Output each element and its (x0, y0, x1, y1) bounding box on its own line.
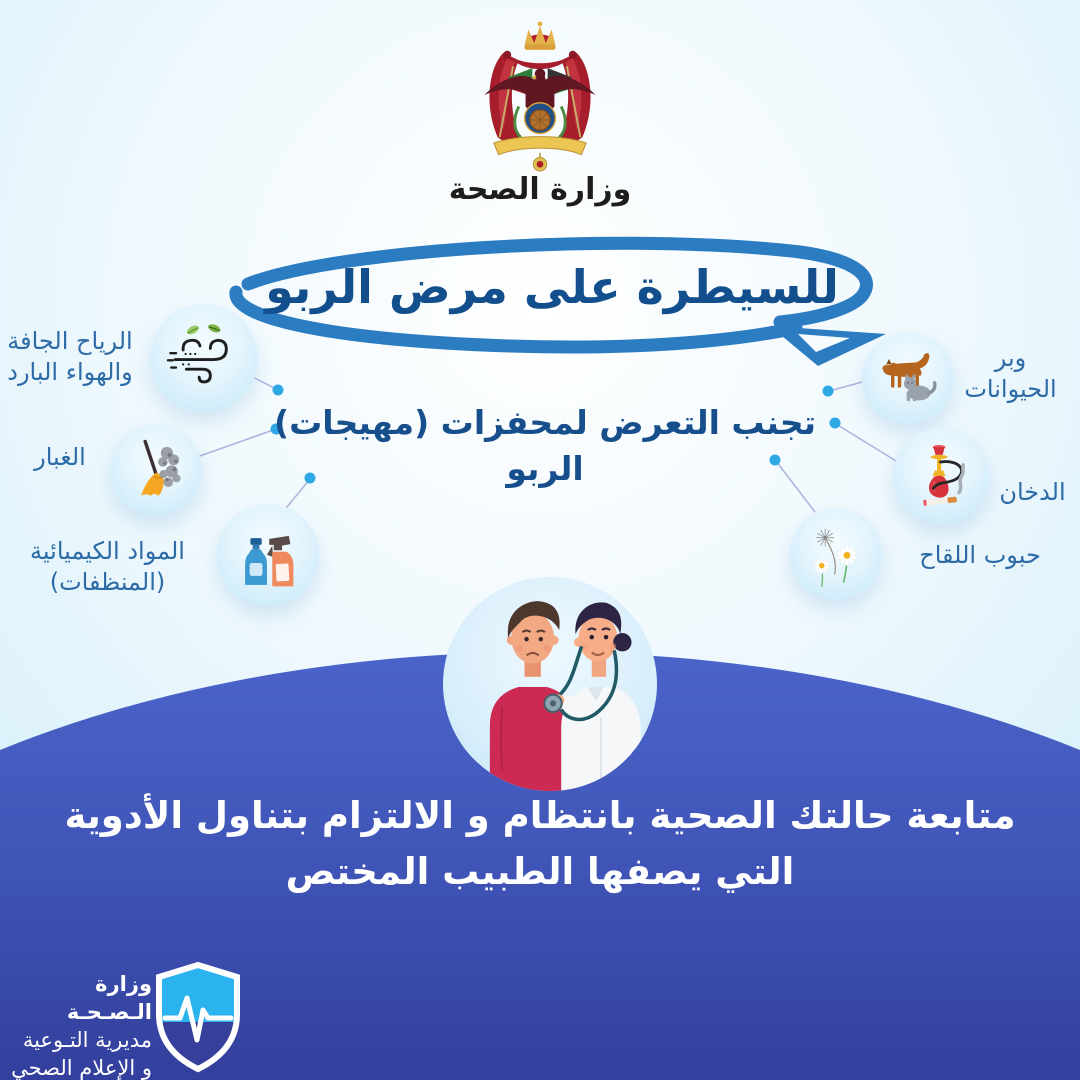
cleaning-chemicals-icon (217, 504, 319, 606)
trigger-label-dry-wind: الرياح الجافة والهواء البارد (7, 327, 133, 386)
trigger-label-animal-fur: وبر الحيوانات (964, 344, 1057, 403)
advice-text (0, 788, 1080, 900)
logo-directorate-line: مديرية التـوعية (22, 1028, 152, 1052)
pollen-flowers-icon (790, 508, 882, 600)
ministry-logo-text (8, 970, 152, 1080)
trigger-label-chemicals: المواد الكيميائية (المنظفات) (30, 537, 185, 596)
trigger-label-smoke: الدخان (999, 478, 1066, 506)
doctor-patient-illustration (443, 577, 657, 791)
dry-wind-cold-air-icon (150, 304, 258, 412)
animal-fur-icon (862, 332, 954, 424)
trigger-label-dust: الغبار (34, 443, 86, 471)
ministry-calligraphy: وزارة الصحة (448, 172, 632, 207)
doctor-patient-drawing (443, 577, 657, 791)
trigger-label-pollen: حبوب اللقاح (919, 541, 1041, 569)
dust-broom-icon (110, 424, 202, 516)
smoke-hookah-cigarette-icon (893, 428, 989, 524)
main-title: للسيطرة على مرض الربو (265, 260, 839, 314)
logo-ministry-name: وزارة الـصـحـة (66, 972, 152, 1024)
center-statement: تجنب التعرض لمحفزات (مهيجات) الربو (273, 403, 816, 488)
advice-line-1: متابعة حالتك الصحية بانتظام و الالتزام بتناول الأدوية (64, 794, 1016, 837)
advice-line-2: التي يصفها الطبيب المختص (285, 850, 795, 893)
logo-media-line: و الإعلام الصحي (11, 1056, 152, 1080)
health-shield-ecg-icon (152, 960, 244, 1074)
